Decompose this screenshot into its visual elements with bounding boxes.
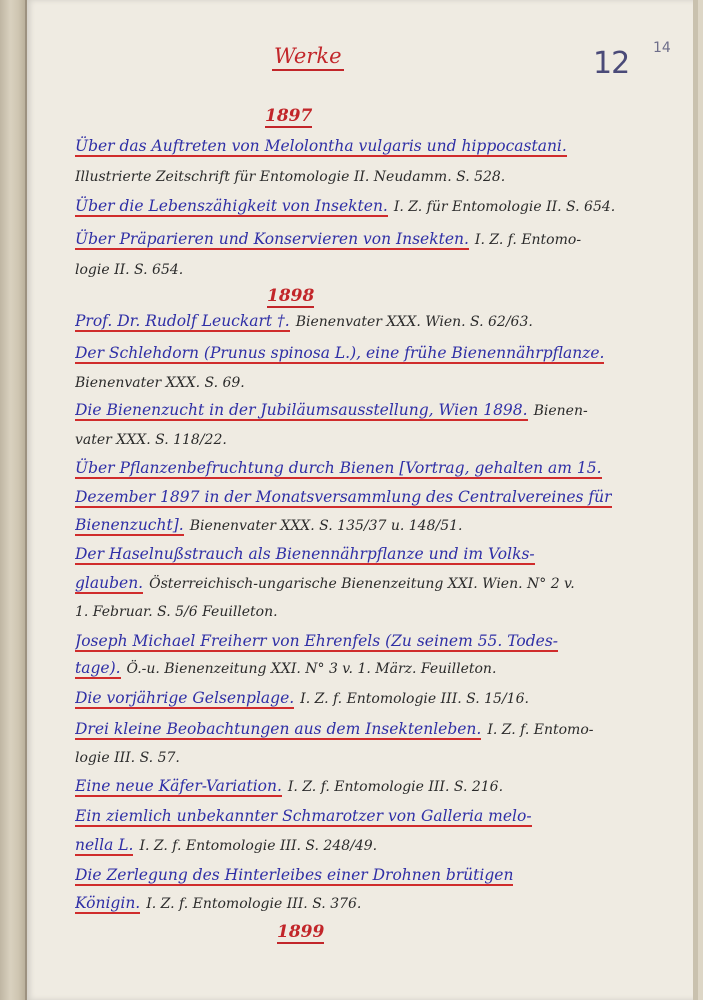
- entry-title: Über die Lebenszähigkeit von Insekten.: [75, 197, 388, 215]
- entry-title: Über Präparieren und Konservieren von Insekten.: [75, 230, 469, 248]
- list-item: [75, 163, 505, 189]
- entry-source: I. Z. f. Entomologie III. S. 248/49.: [139, 838, 378, 854]
- entry-source: I. Z. f. Entomologie III. S. 376.: [146, 896, 362, 912]
- list-item: [75, 397, 588, 423]
- entry-title: Bienenzucht].: [75, 516, 184, 534]
- list-item: [75, 512, 462, 538]
- entry-source: logie II. S. 654.: [75, 262, 184, 278]
- entry-source: Österreichisch-ungarische Bienenzeitung XXI. Wien. N° 2 v.: [149, 576, 575, 592]
- list-item: [75, 226, 581, 252]
- list-item: [75, 484, 612, 510]
- entry-source: I. Z. für Entomologie II. S. 654.: [393, 199, 616, 215]
- entry-title: Die Zerlegung des Hinterleibes einer Drohnen brütigen: [75, 866, 514, 884]
- entry-title: Der Schlehdorn (Prunus spinosa L.), eine frühe Bienennährpflanze.: [75, 344, 605, 362]
- entry-title: Der Haselnußstrauch als Bienennährpflanze und im Volks-: [75, 545, 535, 563]
- list-item: [75, 890, 361, 916]
- list-item: [75, 744, 180, 770]
- book-binding: [0, 0, 26, 1000]
- list-item: [75, 862, 513, 888]
- entry-source: Bienenvater XXX. S. 135/37 u. 148/51.: [189, 518, 463, 534]
- list-item: [75, 426, 227, 452]
- page-edge: [693, 0, 698, 1000]
- list-item: [75, 541, 535, 567]
- entry-source: Bienen-: [533, 403, 588, 419]
- page-number-secondary: 14: [653, 40, 671, 56]
- list-item: [75, 340, 604, 366]
- list-item: [75, 716, 593, 742]
- list-item: [75, 455, 602, 481]
- entry-source: logie III. S. 57.: [75, 750, 180, 766]
- entry-source: I. Z. f. Entomologie III. S. 216.: [287, 779, 504, 795]
- entry-title: Eine neue Käfer-Variation.: [75, 777, 282, 795]
- entry-source: Illustrierte Zeitschrift für Entomologie II. Neudamm. S. 528.: [75, 169, 506, 185]
- entry-source: I. Z. f. Entomo-: [474, 232, 582, 248]
- entry-title: Über Pflanzenbefruchtung durch Bienen [Vortrag, gehalten am 15.: [75, 459, 602, 477]
- entry-title: Drei kleine Beobachtungen aus dem Insektenleben.: [75, 720, 482, 738]
- entry-title: Ein ziemlich unbekannter Schmarotzer von Galleria melo-: [75, 807, 532, 825]
- page-heading: Werke: [272, 44, 344, 71]
- list-item: [75, 803, 532, 829]
- entry-title: Joseph Michael Freiherr von Ehrenfels (Zu seinem 55. Todes-: [75, 632, 559, 650]
- entry-source: Ö.-u. Bienenzeitung XXI. N° 3 v. 1. März. Feuilleton.: [126, 661, 497, 677]
- entry-source: Bienenvater XXX. Wien. S. 62/63.: [295, 314, 533, 330]
- year-heading-1898: 1898: [267, 286, 315, 306]
- year-heading-1899: 1899: [277, 922, 325, 942]
- list-item: [75, 570, 575, 596]
- entry-source: I. Z. f. Entomo-: [487, 722, 594, 738]
- list-item: [75, 832, 377, 858]
- list-item: [75, 308, 533, 334]
- list-item: [75, 133, 573, 159]
- entry-title: tage).: [75, 659, 121, 677]
- entry-title: Dezember 1897 in der Monatsversammlung des Centralvereines für: [75, 488, 612, 506]
- entry-title: Königin.: [75, 894, 141, 912]
- list-item: [75, 598, 278, 624]
- list-item: [75, 685, 529, 711]
- year-heading-1897: 1897: [265, 106, 313, 126]
- manuscript-page: [27, 0, 698, 1000]
- list-item: [75, 773, 503, 799]
- list-item: [75, 655, 496, 681]
- entry-title: Die Bienenzucht in der Jubiläumsausstellung, Wien 1898.: [75, 401, 528, 419]
- list-item: [75, 369, 245, 395]
- list-item: [75, 628, 558, 654]
- entry-title: Prof. Dr. Rudolf Leuckart †.: [75, 312, 290, 330]
- entry-source: Bienenvater XXX. S. 69.: [75, 375, 245, 391]
- list-item: [75, 256, 183, 282]
- page-number: 12: [593, 46, 630, 81]
- entry-title: Die vorjährige Gelsenplage.: [75, 689, 295, 707]
- entry-title: Über das Auftreten von Melolontha vulgaris und hippocastani.: [75, 137, 567, 155]
- entry-source: vater XXX. S. 118/22.: [75, 432, 227, 448]
- list-item: [75, 193, 615, 219]
- entry-source: I. Z. f. Entomologie III. S. 15/16.: [300, 691, 529, 707]
- entry-source: 1. Februar. S. 5/6 Feuilleton.: [75, 604, 278, 620]
- entry-title: nella L.: [75, 836, 134, 854]
- entry-title: glauben.: [75, 574, 144, 592]
